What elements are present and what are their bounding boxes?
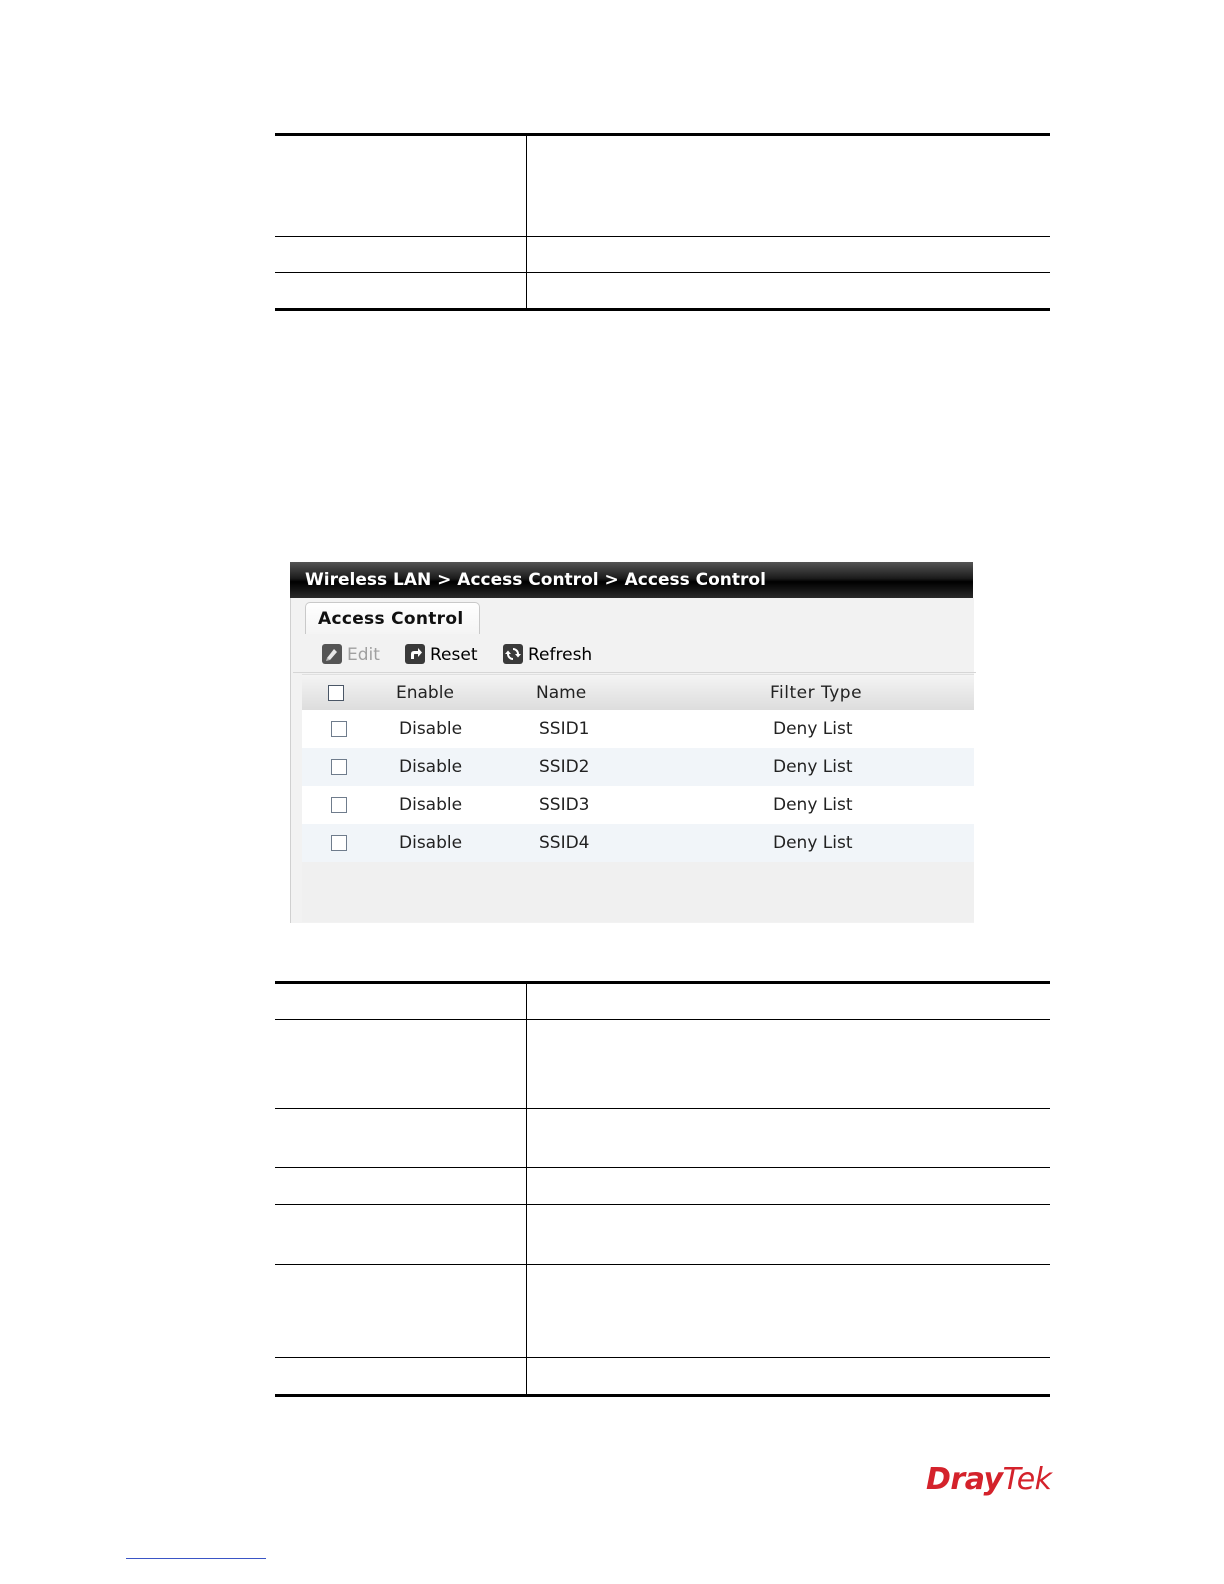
- refresh-button[interactable]: [503, 642, 592, 668]
- top-table-row-rule: [275, 272, 1050, 273]
- bottom-table-row-rule: [275, 1357, 1050, 1358]
- top-table-bottom-rule: [275, 308, 1050, 311]
- row-checkbox[interactable]: [331, 797, 347, 813]
- table-row[interactable]: [302, 786, 974, 824]
- row-name: SSID1: [539, 719, 590, 739]
- row-name: SSID2: [539, 757, 590, 777]
- bottom-table-row-rule: [275, 1167, 1050, 1168]
- table-row[interactable]: [302, 710, 974, 748]
- top-table-row-rule: [275, 236, 1050, 237]
- row-enable: Disable: [399, 795, 463, 815]
- edit-button[interactable]: [322, 642, 380, 668]
- edit-label: Edit: [347, 645, 380, 665]
- column-header-filter-type[interactable]: Filter Type: [770, 683, 863, 703]
- refresh-icon: [503, 644, 523, 664]
- row-checkbox[interactable]: [331, 835, 347, 851]
- refresh-label: Refresh: [528, 645, 593, 665]
- table-header: [302, 674, 974, 711]
- reset-label: Reset: [430, 645, 478, 665]
- table-row[interactable]: [302, 824, 974, 862]
- breadcrumb: Wireless LAN > Access Control > Access Control: [290, 562, 973, 598]
- footer-link-underline: [126, 1558, 266, 1559]
- reset-button[interactable]: [405, 642, 478, 668]
- logo-dray: Dray: [926, 1462, 1003, 1497]
- row-checkbox[interactable]: [331, 721, 347, 737]
- row-filter-type: Deny List: [773, 833, 853, 853]
- row-filter-type: Deny List: [773, 719, 853, 739]
- row-checkbox[interactable]: [331, 759, 347, 775]
- column-header-enable[interactable]: Enable: [396, 683, 454, 703]
- row-enable: Disable: [399, 757, 463, 777]
- select-all-checkbox[interactable]: [328, 685, 344, 701]
- draytek-logo: [926, 1462, 1052, 1497]
- bottom-table-bottom-rule: [275, 1394, 1050, 1397]
- row-enable: Disable: [399, 833, 463, 853]
- access-control-screenshot: [288, 560, 978, 925]
- bottom-table-row-rule: [275, 1204, 1050, 1205]
- row-filter-type: Deny List: [773, 757, 853, 777]
- tab-access-control[interactable]: Access Control: [305, 602, 480, 634]
- reset-icon: [405, 644, 425, 664]
- logo-tek: Tek: [1002, 1462, 1052, 1497]
- row-name: SSID4: [539, 833, 590, 853]
- top-table-top-rule: [275, 133, 1050, 136]
- table-empty-area: [302, 862, 974, 922]
- column-header-name[interactable]: Name: [536, 683, 587, 703]
- table-row[interactable]: [302, 748, 974, 786]
- tab-underline: [293, 672, 976, 673]
- row-name: SSID3: [539, 795, 590, 815]
- bottom-table-row-rule: [275, 1019, 1050, 1020]
- bottom-table-top-rule: [275, 981, 1050, 984]
- top-table-divider: [526, 136, 527, 309]
- bottom-table-row-rule: [275, 1108, 1050, 1109]
- bottom-table-divider: [526, 984, 527, 1395]
- row-enable: Disable: [399, 719, 463, 739]
- panel-body: [290, 598, 974, 923]
- row-filter-type: Deny List: [773, 795, 853, 815]
- edit-icon: [322, 644, 342, 664]
- bottom-table-row-rule: [275, 1264, 1050, 1265]
